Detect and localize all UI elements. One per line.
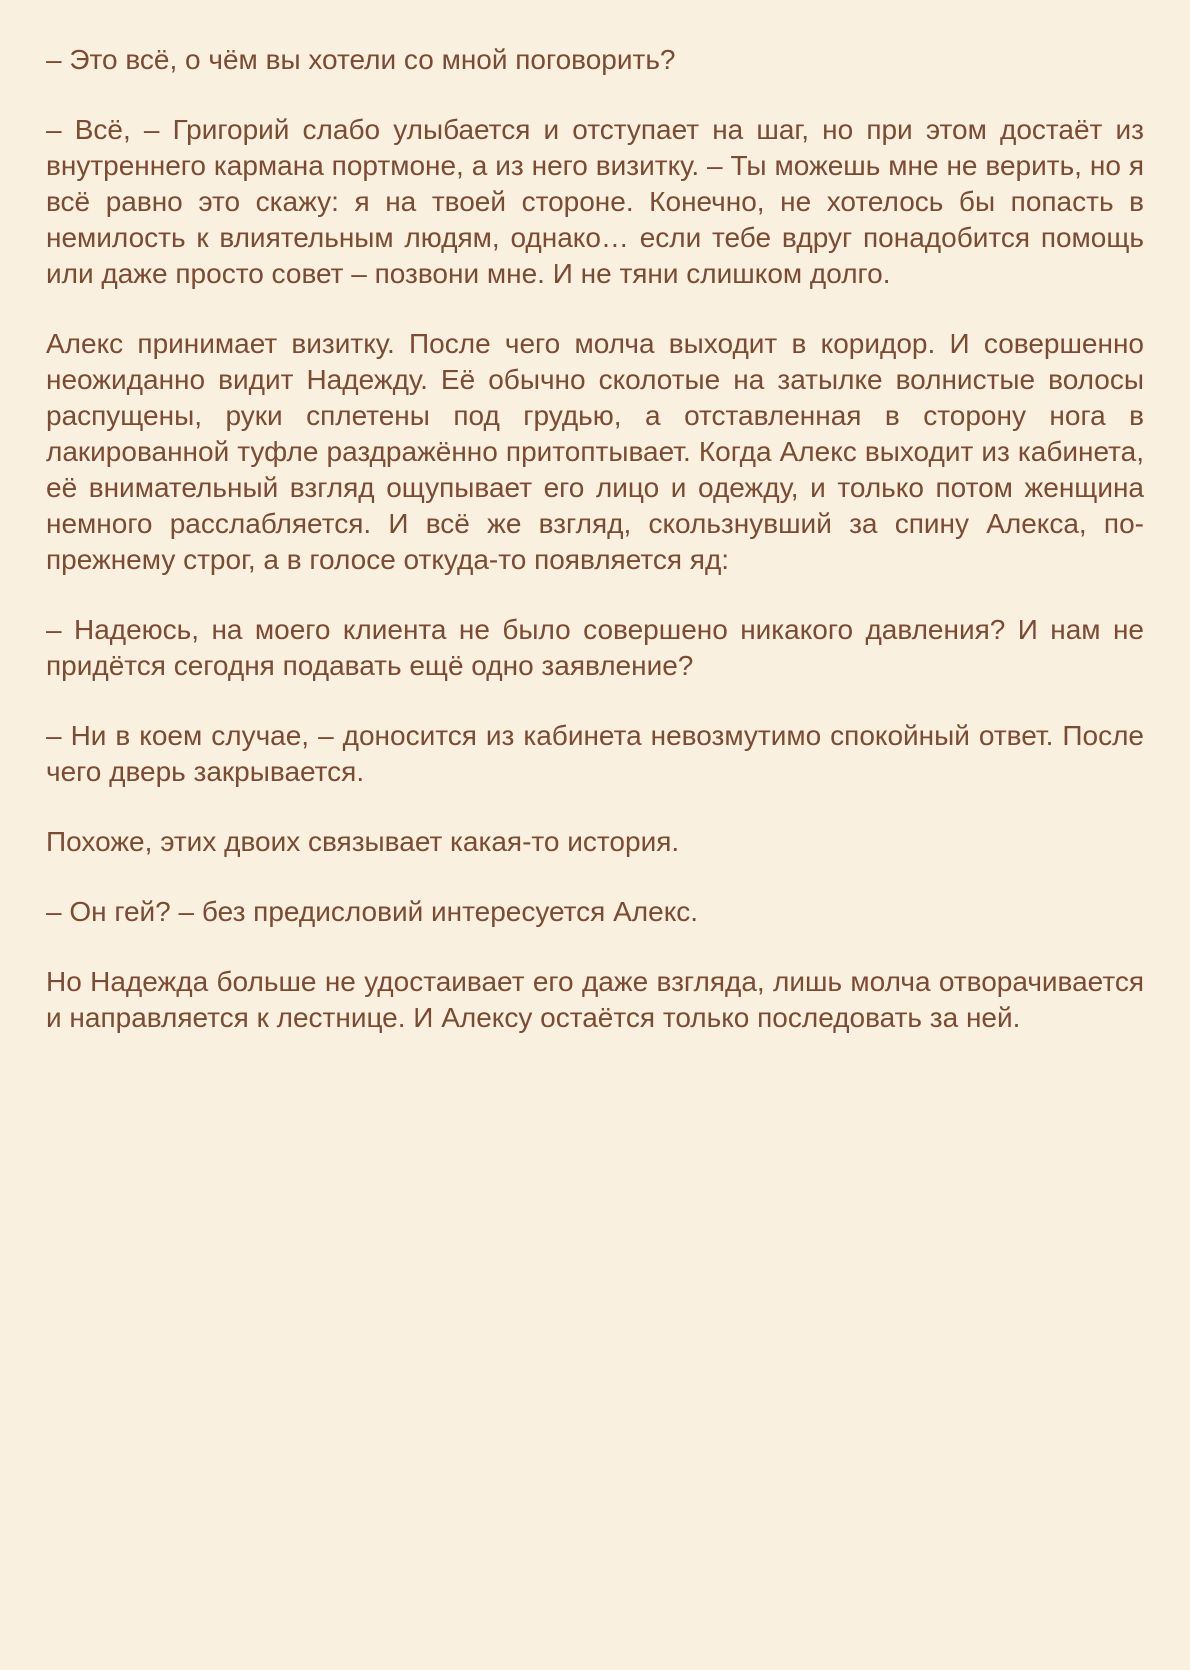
paragraph-8: Но Надежда больше не удостаивает его даже взгляда, лишь молча отворачивается и направляется к лестнице. И Алексу остаётся только последовать за ней. (46, 966, 1144, 1033)
paragraph-4: – Надеюсь, на моего клиента не было совершено никакого давления? И нам не придётся сегодня подавать ещё одно заявление? (46, 614, 1144, 681)
paragraph-1: – Это всё, о чём вы хотели со мной поговорить? (46, 44, 676, 75)
paragraph-3: Алекс принимает визитку. После чего молча выходит в коридор. И совершенно неожиданно видит Надежду. Её обычно сколотые на затылке волнистые волосы распущены, руки сплетены под грудью, а отставленная в сторону нога в лакированной туфле раздражённо притоптывает. Когда Алекс выходит из кабинета, её внимательный взгляд ощупывает его лицо и одежду, и только потом женщина немного расслабляется. И всё же взгляд, скользнувший за спину Алекса, по-прежнему строг, а в голосе откуда-то появляется яд: (46, 328, 1144, 575)
paragraph-5: – Ни в коем случае, – доносится из кабинета невозмутимо спокойный ответ. После чего дверь закрывается. (46, 720, 1144, 787)
paragraph-6: Похоже, этих двоих связывает какая-то история. (46, 826, 680, 857)
document-page (46, 42, 1144, 1070)
paragraph-7: – Он гей? – без предисловий интересуется Алекс. (46, 896, 699, 927)
paragraph-2: – Всё, – Григорий слабо улыбается и отступает на шаг, но при этом достаёт из внутреннего кармана портмоне, а из него визитку. – Ты можешь мне не верить, но я всё равно это скажу: я на твоей стороне. Конечно, не хотелось бы попасть в немилость к влиятельным людям, однако… если тебе вдруг понадобится помощь или даже просто совет – позвони мне. И не тяни слишком долго. (46, 114, 1144, 289)
